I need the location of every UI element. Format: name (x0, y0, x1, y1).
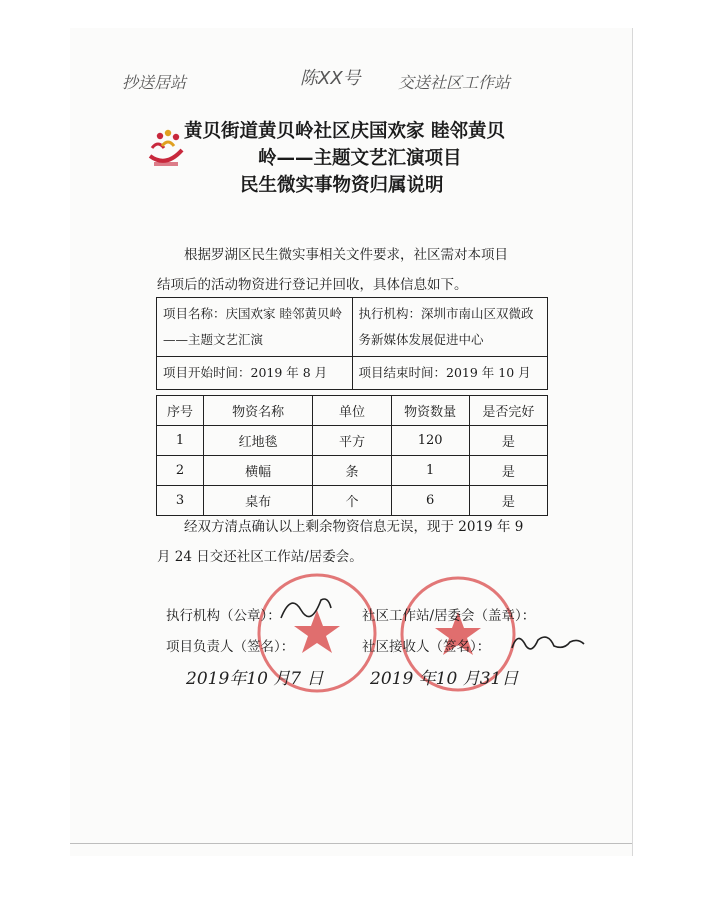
page-edge-line (70, 843, 632, 844)
table-row (157, 486, 548, 516)
handwritten-signature-left (276, 588, 336, 628)
document-title (184, 118, 584, 199)
header-index: 序号 (157, 396, 204, 426)
project-lead-label: 项目负责人（签名）： (166, 639, 295, 655)
community-receiver-label: 社区接收人（签名）： (362, 639, 491, 655)
cell-name: 红地毯 (203, 426, 312, 456)
table-row (157, 426, 548, 456)
title-line-3: 民生微实事物资归属说明 (240, 175, 444, 196)
header-quantity: 物资数量 (391, 396, 469, 426)
intro-line-2: 结项后的活动物资进行登记并回收，具体信息如下。 (157, 277, 468, 293)
materials-table (156, 395, 548, 516)
title-line-1: 黄贝街道黄贝岭社区庆国欢家 睦邻黄贝 (184, 121, 505, 142)
cell-name: 横幅 (203, 456, 312, 486)
intro-paragraph (157, 240, 557, 300)
handwritten-note-1: 抄送居站 (122, 73, 187, 92)
org-stamp-label: 执行机构（公章）： (166, 608, 281, 624)
cell-unit: 平方 (313, 426, 391, 456)
project-info-table (156, 297, 548, 390)
date-left: 2019年10 月7 日 (186, 669, 324, 689)
project-name-cell: 项目名称：庆国欢家 睦邻黄贝岭——主题文艺汇演 (157, 298, 353, 357)
handwritten-note-2: 陈XX号 (300, 68, 361, 89)
cell-quantity: 120 (391, 426, 469, 456)
cell-index: 3 (157, 486, 204, 516)
header-name: 物资名称 (203, 396, 312, 426)
intro-line-1: 根据罗湖区民生微实事相关文件要求，社区需对本项目 (184, 247, 508, 263)
cell-index: 2 (157, 456, 204, 486)
header-unit: 单位 (313, 396, 391, 426)
start-time-cell: 项目开始时间：2019 年 8 月 (157, 357, 353, 390)
confirm-line-2: 月 24 日交还社区工作站/居委会。 (157, 549, 363, 565)
handwritten-signature-right (508, 628, 588, 658)
cell-unit: 个 (313, 486, 391, 516)
handwritten-note-3: 交送社区工作站 (398, 73, 511, 92)
table-header-row (157, 396, 548, 426)
confirm-line-1: 经双方清点确认以上剩余物资信息无误，现于 2019 年 9 (184, 519, 524, 535)
community-stamp-label: 社区工作站/居委会（盖章）： (362, 608, 536, 624)
table-row (157, 456, 548, 486)
cell-condition: 是 (469, 456, 547, 486)
cell-name: 桌布 (203, 486, 312, 516)
cell-index: 1 (157, 426, 204, 456)
cell-condition: 是 (469, 426, 547, 456)
header-condition: 是否完好 (469, 396, 547, 426)
end-time-cell: 项目结束时间：2019 年 10 月 (352, 357, 548, 390)
cell-condition: 是 (469, 486, 547, 516)
cell-unit: 条 (313, 456, 391, 486)
executor-cell: 执行机构：深圳市南山区双微政务新媒体发展促进中心 (352, 298, 548, 357)
confirmation-paragraph (157, 512, 557, 572)
organization-logo-icon (146, 128, 186, 170)
cell-quantity: 6 (391, 486, 469, 516)
date-right: 2019 年10 月31日 (370, 669, 519, 689)
title-line-2: 岭——主题文艺汇演项目 (258, 148, 462, 169)
cell-quantity: 1 (391, 456, 469, 486)
